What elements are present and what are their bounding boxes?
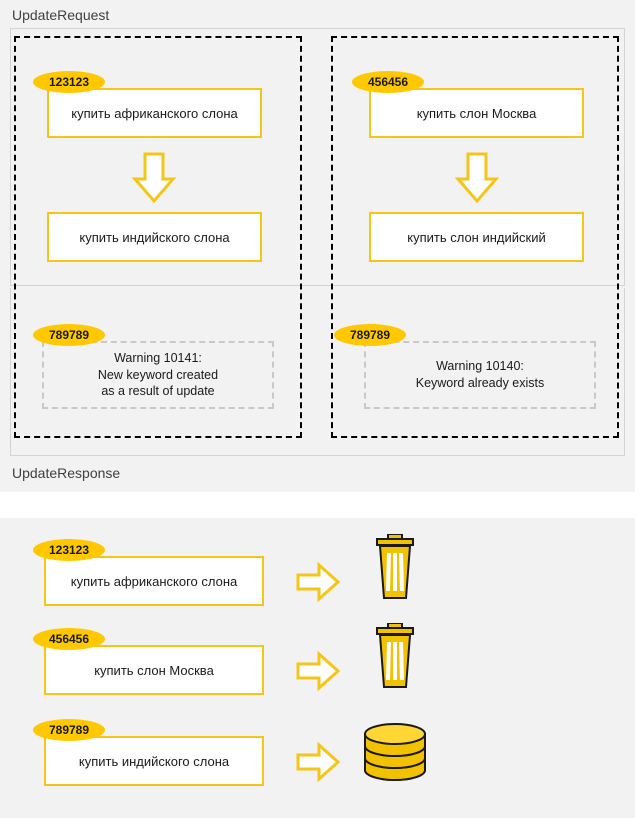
keyword-id-pill: 123123 <box>33 71 105 93</box>
result-keyword-box <box>44 556 264 606</box>
result-id-pill: 789789 <box>33 719 105 741</box>
keyword-after-text: купить слон индийский <box>407 229 546 245</box>
keyword-before-text: купить африканского слона <box>71 105 238 121</box>
panel-label-update-request: UpdateRequest <box>12 7 110 23</box>
result-keyword-text: купить индийского слона <box>78 753 230 769</box>
keyword-id-pill: 456456 <box>352 71 424 93</box>
keyword-result-panel <box>0 518 635 818</box>
warning-box <box>42 341 274 409</box>
warning-line-1: Warning 10141: <box>114 350 202 365</box>
arrow-down-icon <box>132 152 176 204</box>
keyword-before-box <box>47 88 262 138</box>
panel-label-update-response: UpdateResponse <box>12 465 121 481</box>
result-keyword-box <box>44 736 264 786</box>
keyword-after-box <box>47 212 262 262</box>
database-icon <box>360 714 430 784</box>
arrow-right-icon <box>296 742 340 782</box>
keyword-before-text: купить слон Москва <box>416 105 537 121</box>
arrow-down-icon <box>455 152 499 204</box>
trash-icon <box>360 623 430 693</box>
warning-line-2: New keyword created <box>97 367 219 382</box>
warning-line-1: Warning 10140: <box>436 359 524 374</box>
warning-line-2: Keyword already exists <box>415 376 545 390</box>
keyword-before-box <box>369 88 584 138</box>
warning-id-pill: 789789 <box>334 324 406 346</box>
result-keyword-text: купить африканского слона <box>70 573 238 589</box>
result-id-pill: 123123 <box>33 539 105 561</box>
arrow-right-icon <box>296 651 340 691</box>
trash-icon <box>360 534 430 604</box>
arrow-right-icon <box>296 562 340 602</box>
result-keyword-text: купить слон Москва <box>94 662 214 678</box>
warning-box <box>364 341 596 409</box>
keyword-after-box <box>369 212 584 262</box>
result-keyword-box <box>44 645 264 695</box>
warning-line-3: as a result of update <box>101 384 215 399</box>
keyword-after-text: купить индийского слона <box>79 229 230 245</box>
warning-id-pill: 789789 <box>33 324 105 346</box>
result-id-pill: 456456 <box>33 628 105 650</box>
